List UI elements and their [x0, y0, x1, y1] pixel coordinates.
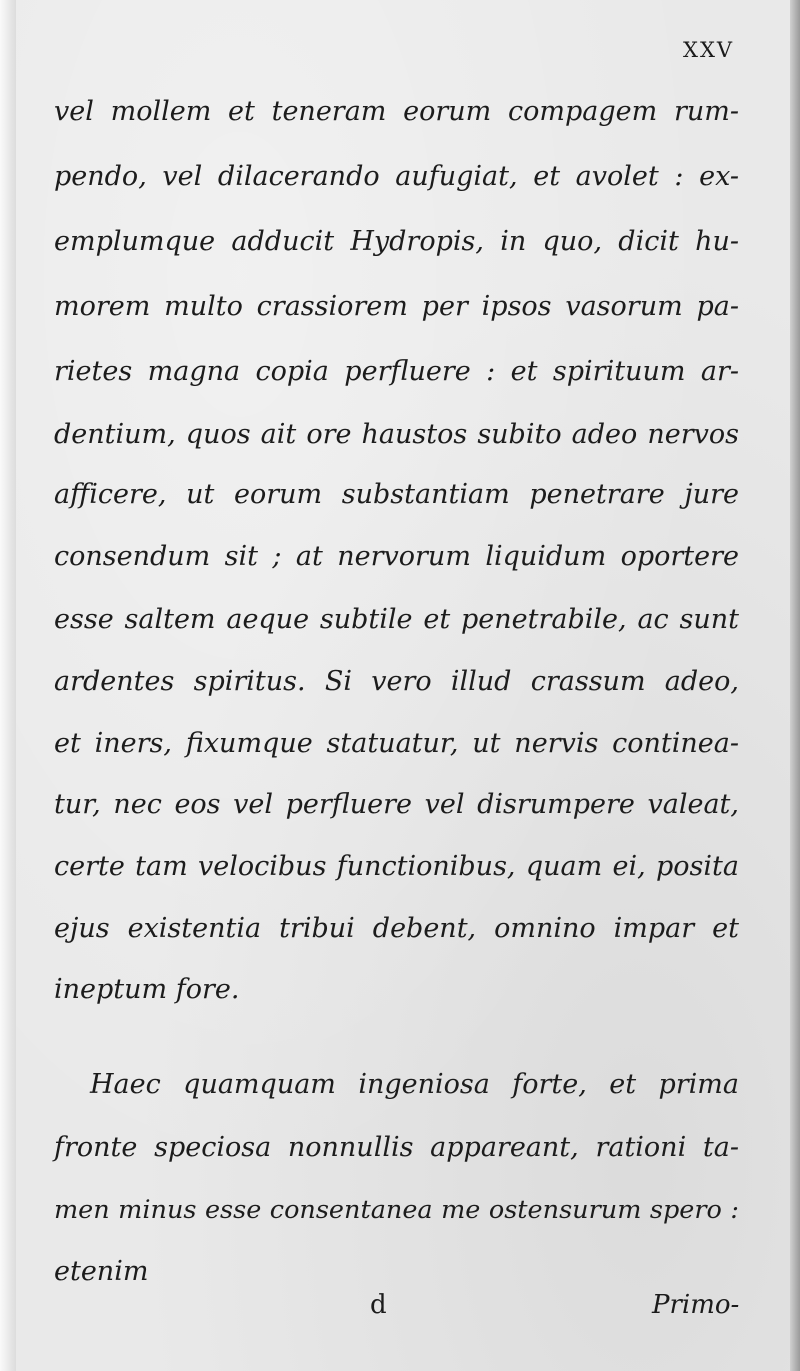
text-line: fronte speciosa nonnullis appareant, rationi ta-: [54, 1132, 739, 1163]
text-line: rietes magna copia perfluere : et spirituum ar-: [54, 356, 739, 387]
text-line: morem multo crassiorem per ipsos vasorum pa-: [54, 291, 739, 322]
text-line: vel mollem et teneram eorum compagem rum-: [54, 96, 739, 127]
text-line: etenim: [54, 1256, 149, 1287]
text-line: ardentes spiritus. Si vero illud crassum adeo,: [54, 666, 739, 697]
page-right-edge: [790, 0, 800, 1371]
catchword: Primo-: [652, 1290, 740, 1320]
text-line: esse saltem aeque subtile et penetrabile, ac sunt: [54, 604, 739, 635]
text-line: pendo, vel dilacerando aufugiat, et avolet : ex-: [54, 161, 739, 192]
text-line: consendum sit ; at nervorum liquidum oportere: [54, 541, 739, 572]
text-line: Haec quamquam ingeniosa forte, et prima: [90, 1069, 739, 1100]
text-line: tur, nec eos vel perfluere vel disrumpere valeat,: [54, 789, 739, 820]
text-line: emplumque adducit Hydropis, in quo, dicit hu-: [54, 226, 739, 257]
text-line: certe tam velocibus functionibus, quam ei, posita: [54, 851, 739, 882]
signature-mark: d: [370, 1290, 387, 1320]
text-line: ineptum fore.: [54, 974, 240, 1005]
page-number: XXV: [683, 38, 735, 62]
page-left-edge: [0, 0, 16, 1371]
text-line: dentium, quos ait ore haustos subito adeo nervos: [54, 419, 739, 450]
text-line: ejus existentia tribui debent, omnino impar et: [54, 913, 739, 944]
text-line: et iners, fixumque statuatur, ut nervis contineа-: [54, 728, 739, 759]
text-line: men minus esse consentanea me ostensurum spero :: [54, 1195, 739, 1225]
text-line: afficere, ut eorum substantiam penetrare jure: [54, 479, 739, 510]
